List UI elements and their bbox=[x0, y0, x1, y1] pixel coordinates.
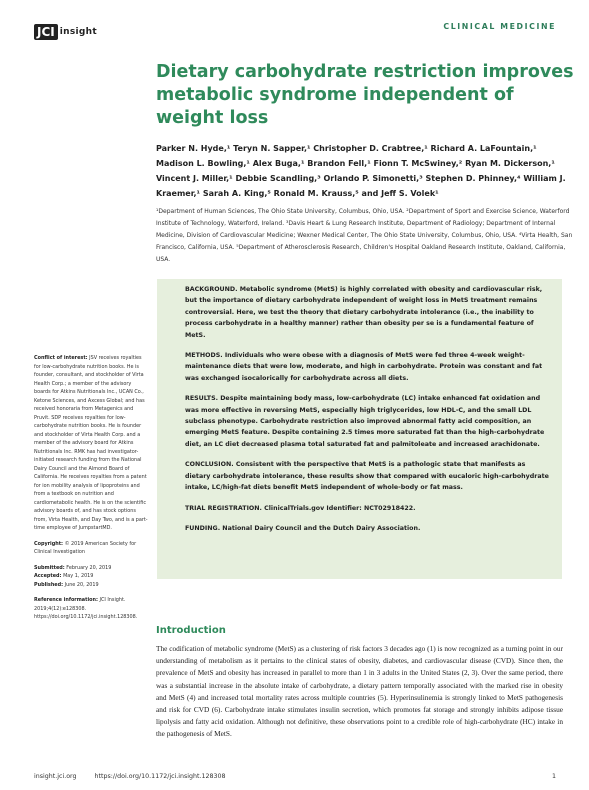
section-label: CLINICAL MEDICINE bbox=[443, 22, 556, 31]
journal-logo bbox=[34, 22, 97, 41]
abstract-results-label: RESULTS. bbox=[185, 395, 218, 403]
footer-doi-link[interactable]: https://doi.org/10.1172/jci.insight.128308 bbox=[94, 773, 226, 780]
reference-label: Reference information: bbox=[34, 597, 98, 603]
article-info-sidebar bbox=[34, 354, 148, 629]
abstract-funding-text: National Dairy Council and the Dutch Dairy Association. bbox=[222, 524, 421, 532]
published-label: Published: bbox=[34, 581, 64, 588]
accepted-date: May 1, 2019 bbox=[63, 573, 94, 579]
abstract-methods-text: Individuals who were obese with a diagnosis of MetS were fed three 4-week weight-maintenance diets that were low, moderate, and high in carbohydrate. Protein was constant and fat was exchanged isocalorically for carbohydrate across all diets. bbox=[185, 352, 543, 382]
conflict-label: Conflict of interest: bbox=[34, 355, 88, 361]
abstract-conclusion-label: CONCLUSION. bbox=[185, 461, 234, 469]
submitted-label: Submitted: bbox=[34, 564, 65, 571]
page-number: 1 bbox=[551, 773, 556, 780]
footer-site-link[interactable]: insight.jci.org bbox=[34, 773, 77, 780]
copyright-text: © 2019 American Society for Clinical Investigation bbox=[34, 540, 137, 555]
reference-text: JCI Insight. 2019;4(12):e128308. https://doi.org/10.1172/jci.insight.128308. bbox=[34, 597, 138, 620]
abstract-conclusion-text: Consistent with the perspective that MetS is a pathologic state that manifests as dietary carbohydrate intolerance, these results show that compared with eucaloric high-carbohydrate intake, LC/high-fat diets benefit MetS independent of whole-body or fat mass. bbox=[185, 461, 549, 492]
abstract-trial bbox=[185, 503, 552, 514]
introduction-heading: Introduction bbox=[156, 625, 226, 636]
reference-information bbox=[34, 596, 148, 622]
abstract-conclusion bbox=[185, 459, 552, 493]
abstract-results bbox=[185, 393, 552, 450]
submitted-date: February 20, 2019 bbox=[66, 564, 112, 571]
abstract-methods-label: METHODS. bbox=[185, 352, 223, 360]
abstract-trial-text: ClinicalTrials.gov Identifier: NCT02918422. bbox=[264, 504, 416, 512]
conflict-text: JSV receives royalties for low-carbohydrate nutrition books. He is founder, consultant, and stockholder of Virta Health Corp.; a member of the advisory boards for Atkins Nutritionals Inc., UCAN Co., Ketone Sciences, and Axcess Global; and has received honoraria from Metagenics and Pruvit. SDP receives royalties for low-carbohydrate nutrition books. He is founder and stockholder of Virta Health Corp. and a member of the advisory board for Atkins Nutritionals Inc. RMK has had investigator-initiated research funding from the National Dairy Council and the Almond Board of California. He receives royalties from a patent for ion mobility analysis of lipoproteins and from a textbook on nutrition and cardiometabolic health. He is on the scientific advisory boards of, and has stock options from, Virta Health, and Day Two, and is a part-time employee of JumpstartMD. bbox=[34, 355, 148, 531]
introduction-body: The codification of metabolic syndrome (MetS) as a clustering of risk factors 3 decades ago (1) is now recognized as a turning point in our understanding of metabolism as it pertains to the clinical states of obesity, diabetes, and cardiovascular disease (CVD). Since then, the prevalence of MetS and obesity has increased in parallel to more than 1 in 3 adults in the United States (2, 3). Over the same period, there was a substantial increase in the absolute intake of carbohydrate, a dietary pattern temporally associated with the marked rise in obesity and MetS (4) and increased total mortality rates across multiple countries (5). Hyperinsulinemia is strongly linked to MetS pathogenesis and risk for CVD (6). Carbohydrate intake stimulates insulin secretion, which promotes fat storage and strongly inhibits adipose tissue lipolysis and fatty acid oxidation. Although not definitive, these observations point to a credible role of high-carbohydrate (HC) intake in the pathogenesis of MetS. bbox=[156, 644, 563, 739]
abstract-background-text: Metabolic syndrome (MetS) is highly correlated with obesity and cardiovascular risk, but the importance of dietary carbohydrate independent of weight loss in MetS treatment remains controversial. Here, we test the theory that dietary carbohydrate intolerance (i.e., the inability to process carbohydrate in a healthy manner) rather than obesity per se is a fundamental feature of MetS. bbox=[185, 286, 543, 339]
abstract-box bbox=[157, 279, 562, 579]
accepted-label: Accepted: bbox=[34, 573, 62, 579]
affiliations: ¹Department of Human Sciences, The Ohio State University, Columbus, Ohio, USA. ²Department of Sport and Exercise Science, Waterford Institute of Technology, Waterford, Ireland. ³Davis Heart & Lung Research Institute, Department of Radiology; Department of Internal Medicine, Division of Cardiovascular Medicine; Wexner Medical Center, The Ohio State University, Columbus, Ohio, USA. ⁴Virta Health, San Francisco, California, USA. ⁵Department of Atherosclerosis Research, Children's Hospital Oakland Research Institute, Oakland, California, USA. bbox=[156, 208, 573, 263]
conflict-of-interest bbox=[34, 354, 148, 533]
published-date: June 20, 2019 bbox=[64, 581, 99, 588]
author-list: Parker N. Hyde,¹ Teryn N. Sapper,¹ Christopher D. Crabtree,¹ Richard A. LaFountain,¹ Madison L. Bowling,¹ Alex Buga,¹ Brandon Fell,¹ Fionn T. McSwiney,² Ryan M. Dickerson,¹ Vincent J. Miller,¹ Debbie Scandling,³ Orlando P. Simonetti,³ Stephen D. Phinney,⁴ William J. Kraemer,¹ Sarah A. King,⁵ Ronald M. Krauss,⁵ and Jeff S. Volek¹ bbox=[156, 144, 566, 198]
abstract-background bbox=[185, 284, 552, 341]
article-title: Dietary carbohydrate restriction improves metabolic syndrome independent of weight loss bbox=[156, 62, 574, 128]
journal-logo-sub: insight bbox=[59, 26, 97, 37]
journal-logo-main: JCI bbox=[34, 24, 58, 40]
copyright-label: Copyright: bbox=[34, 540, 64, 547]
dates bbox=[34, 564, 148, 590]
abstract-trial-label: TRIAL REGISTRATION. bbox=[185, 504, 262, 512]
abstract-funding-label: FUNDING. bbox=[185, 524, 221, 532]
copyright bbox=[34, 540, 148, 557]
abstract-background-label: BACKGROUND. bbox=[185, 286, 238, 293]
abstract-funding bbox=[185, 523, 552, 534]
abstract-methods bbox=[185, 350, 552, 384]
abstract-results-text: Despite maintaining body mass, low-carbohydrate (LC) intake enhanced fat oxidation and was more effective in reversing MetS, especially high triglycerides, low HDL-C, and the small LDL subclass phenotype. Carbohydrate restriction also improved abnormal fatty acid composition, an emerging MetS feature. Despite containing 2.5 times more saturated fat than the high-carbohydrate diet, an LC diet decreased plasma total saturated fat and palmitoleate and increased arachidonate. bbox=[185, 395, 545, 448]
footer bbox=[34, 773, 226, 780]
